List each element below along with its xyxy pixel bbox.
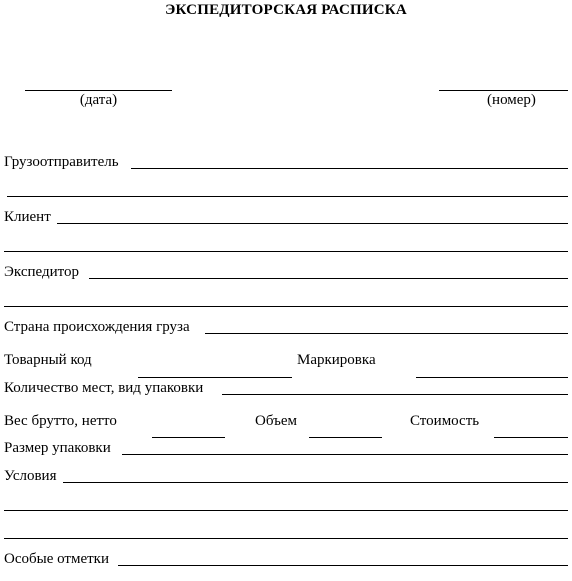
- value-line[interactable]: [494, 437, 568, 438]
- shipper-label: Грузоотправитель: [4, 154, 119, 170]
- package-size-line[interactable]: [122, 454, 568, 455]
- conditions-line-2[interactable]: [4, 510, 568, 511]
- client-line[interactable]: [57, 223, 568, 224]
- special-notes-label: Особые отметки: [4, 551, 109, 567]
- packages-line[interactable]: [222, 394, 568, 395]
- volume-line[interactable]: [309, 437, 382, 438]
- date-caption: (дата): [79, 92, 118, 108]
- marking-label: Маркировка: [297, 352, 376, 368]
- conditions-line[interactable]: [63, 482, 568, 483]
- shipper-line[interactable]: [131, 168, 568, 169]
- volume-label: Объем: [255, 413, 297, 429]
- forwarder-line[interactable]: [89, 278, 568, 279]
- number-line[interactable]: [439, 90, 568, 91]
- forwarder-label: Экспедитор: [4, 264, 79, 280]
- shipper-line-2[interactable]: [7, 196, 568, 197]
- marking-line[interactable]: [416, 377, 568, 378]
- packages-label: Количество мест, вид упаковки: [4, 380, 204, 396]
- client-line-2[interactable]: [4, 251, 568, 252]
- package-size-label: Размер упаковки: [4, 440, 111, 456]
- page-title: ЭКСПЕДИТОРСКАЯ РАСПИСКА: [165, 2, 407, 18]
- weight-label: Вес брутто, нетто: [4, 413, 117, 429]
- conditions-label: Условия: [4, 468, 57, 484]
- weight-line[interactable]: [152, 437, 225, 438]
- conditions-line-3[interactable]: [4, 538, 568, 539]
- number-caption: (номер): [487, 92, 536, 108]
- special-notes-line[interactable]: [118, 565, 568, 566]
- country-of-origin-line[interactable]: [205, 333, 568, 334]
- forwarder-line-2[interactable]: [4, 306, 568, 307]
- country-of-origin-label: Страна происхождения груза: [4, 319, 190, 335]
- client-label: Клиент: [4, 209, 51, 225]
- commodity-code-line[interactable]: [138, 377, 292, 378]
- commodity-code-label: Товарный код: [4, 352, 92, 368]
- value-label: Стоимость: [410, 413, 480, 429]
- date-line[interactable]: [25, 90, 172, 91]
